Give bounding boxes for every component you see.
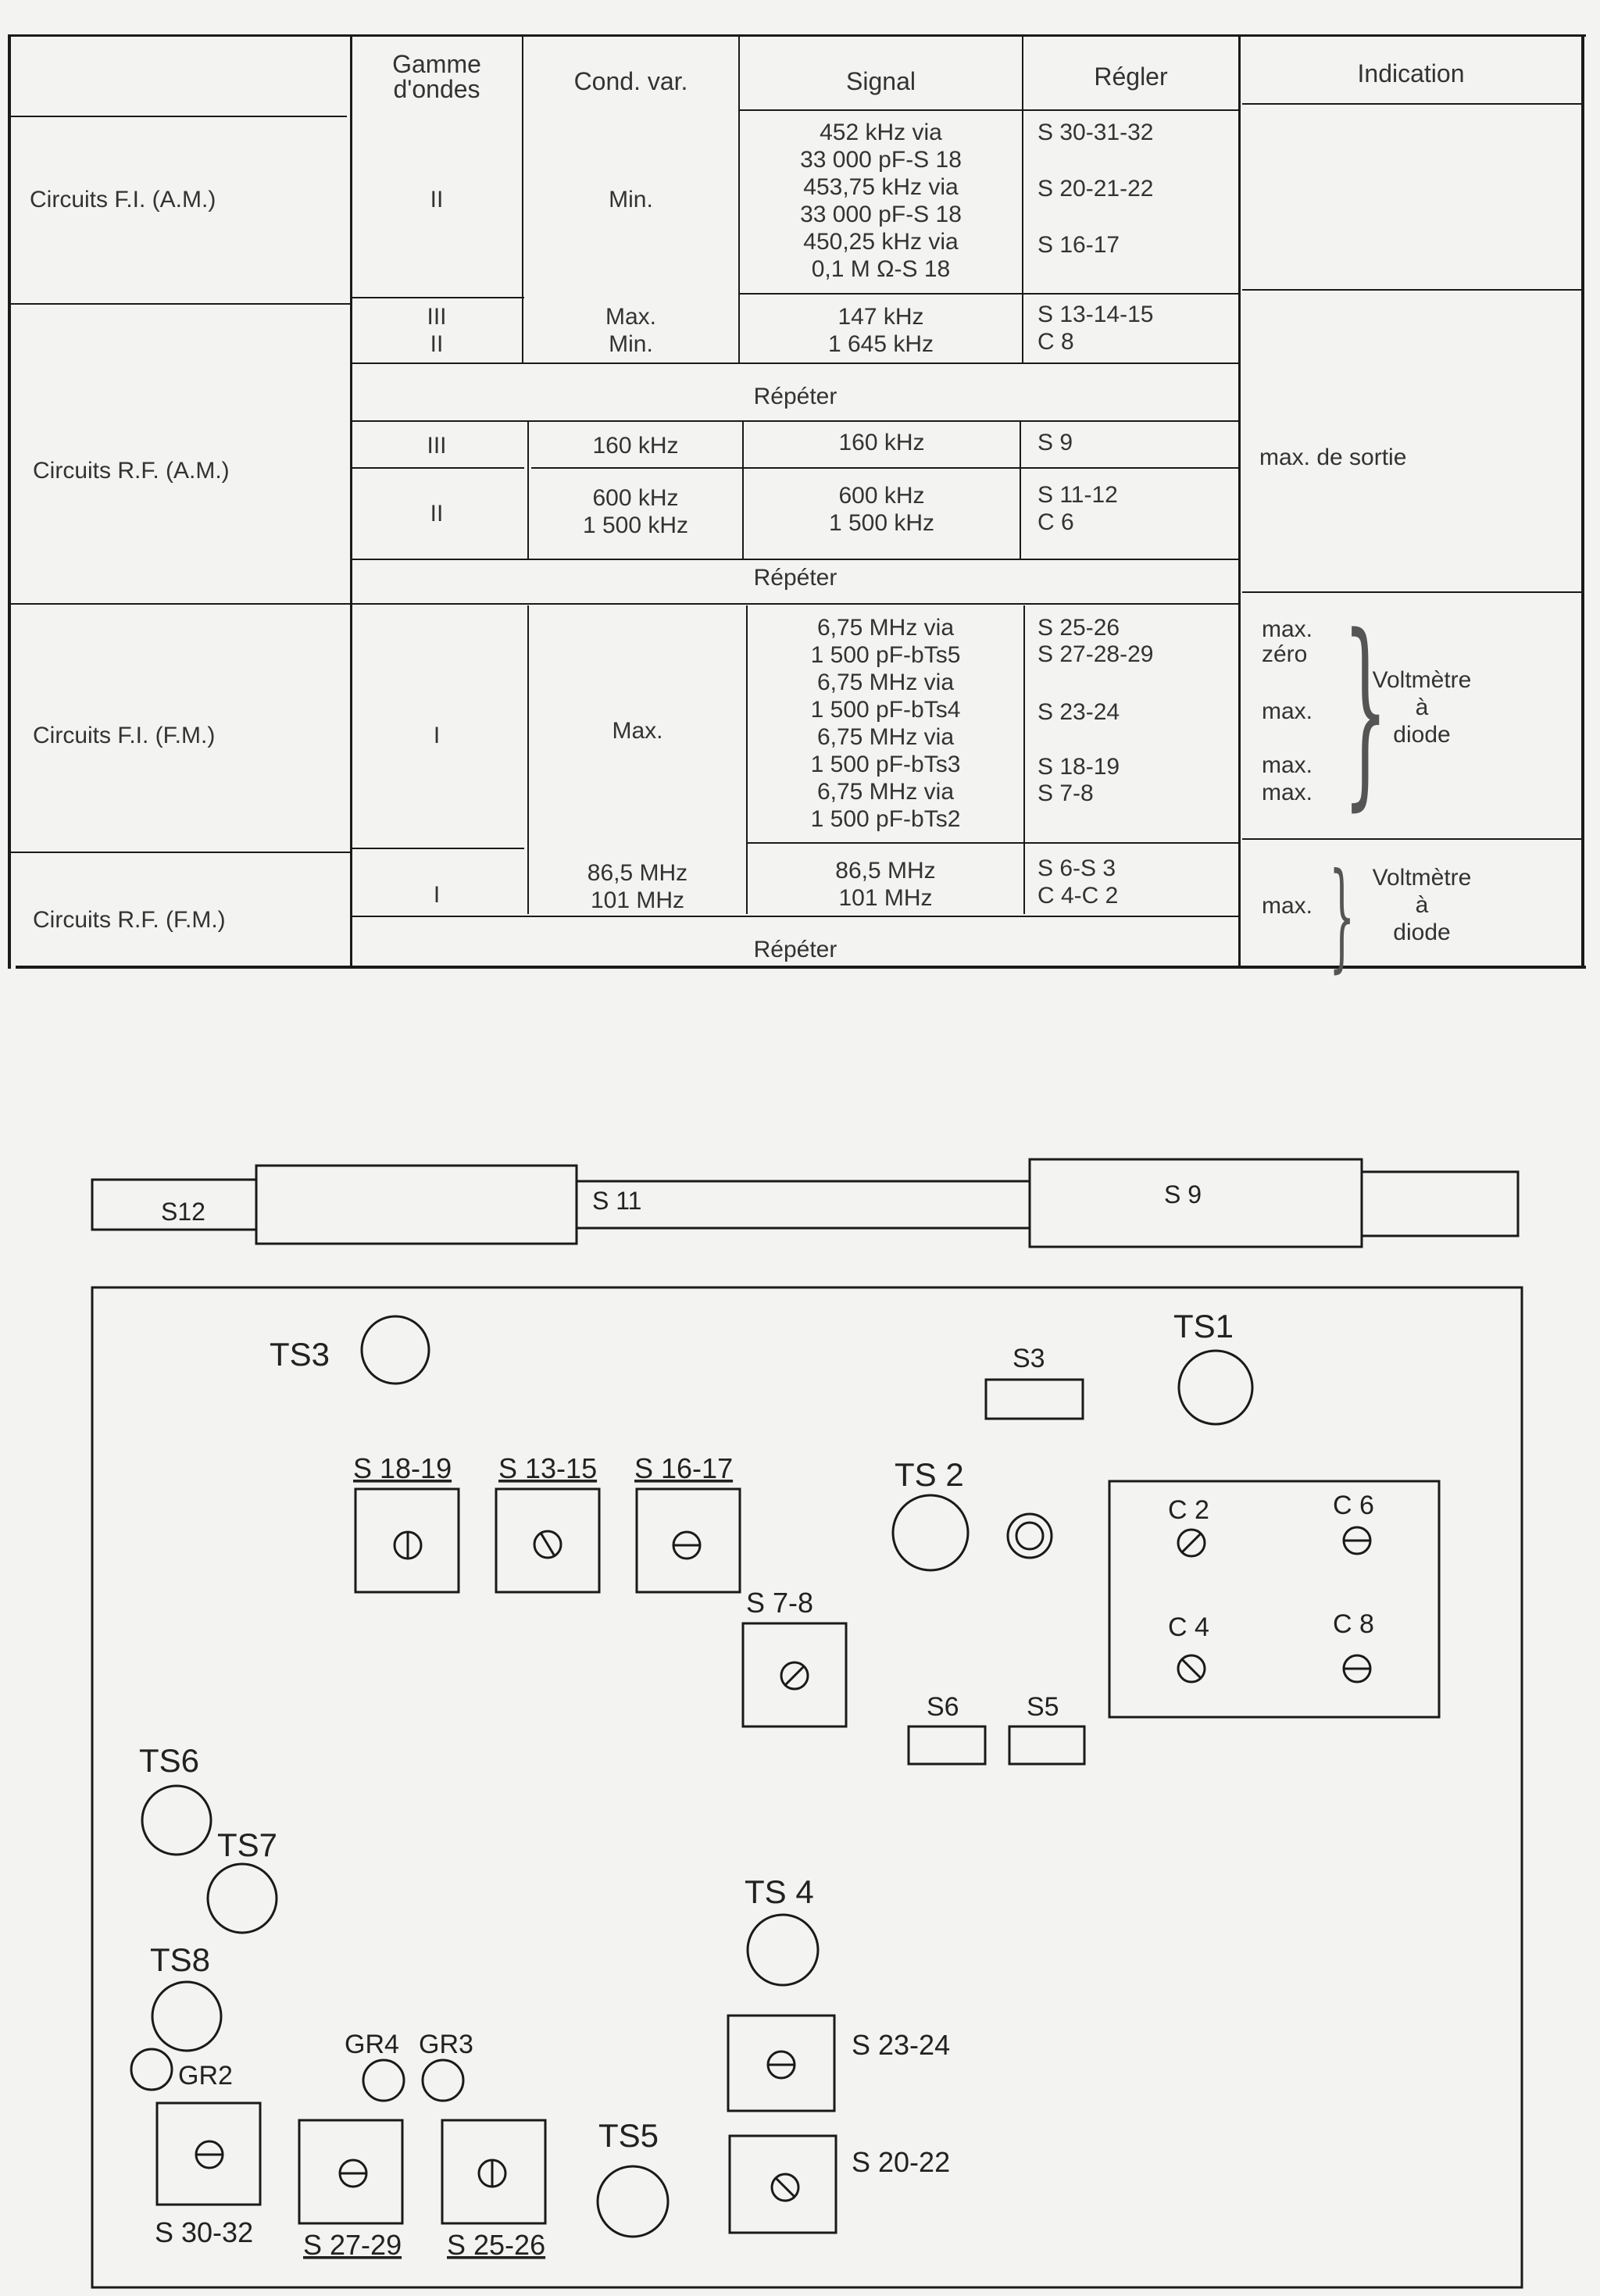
rf-am-row1-signal-1: 1 645 kHz bbox=[827, 331, 934, 357]
fi-am-signal-2: 453,75 kHz via bbox=[803, 174, 959, 200]
shaft-end bbox=[1362, 1172, 1518, 1236]
fi-fm-signal-7: 1 500 pF-bTs2 bbox=[810, 806, 961, 832]
transistor-ts8 bbox=[152, 1982, 221, 2051]
rf-am-row3-regler-0: S 11-12 bbox=[1038, 482, 1118, 508]
rf-am-row1-cond-0: Max. bbox=[605, 304, 656, 330]
transistors bbox=[139, 1308, 1252, 2237]
coil-can-s16-17 bbox=[637, 1489, 740, 1592]
label-ts5: TS5 bbox=[598, 2117, 659, 2154]
coax-socket-inner bbox=[1016, 1523, 1043, 1549]
label-c2: C 2 bbox=[1168, 1495, 1209, 1525]
rf-am-row3-cond-1: 1 500 kHz bbox=[582, 512, 689, 538]
section-fi-fm: Circuits F.I. (F.M.) bbox=[33, 723, 216, 748]
rf-am-row1-signal-0: 147 kHz bbox=[838, 304, 924, 330]
fi-fm-ind-1: zéro bbox=[1262, 641, 1308, 667]
label-s3: S3 bbox=[1012, 1344, 1045, 1373]
s7-8-slot bbox=[785, 1666, 804, 1685]
rf-fm-regler-1: C 4-C 2 bbox=[1038, 883, 1119, 909]
label-ts3: TS3 bbox=[270, 1336, 330, 1373]
trimmer-block bbox=[1109, 1481, 1439, 1717]
fi-fm-ind-4: max. bbox=[1262, 780, 1313, 805]
header-regler: Régler bbox=[1094, 62, 1168, 91]
label-c4: C 4 bbox=[1168, 1612, 1209, 1642]
label-s23-24: S 23-24 bbox=[852, 2029, 951, 2061]
diodes bbox=[131, 2030, 473, 2101]
rf-am-row2-regler: S 9 bbox=[1038, 430, 1073, 455]
header-cond: Cond. var. bbox=[573, 67, 688, 95]
fi-fm-signal-1: 1 500 pF-bTs5 bbox=[810, 642, 961, 668]
label-ts6: TS6 bbox=[139, 1742, 200, 1779]
rf-am-row3-signal-1: 1 500 kHz bbox=[828, 510, 935, 536]
rf-am-indication: max. de sortie bbox=[1259, 445, 1407, 470]
small-coils bbox=[909, 1344, 1084, 1764]
label-ts1: TS1 bbox=[1173, 1308, 1234, 1344]
fi-am-signal-3: 33 000 pF-S 18 bbox=[800, 202, 962, 227]
label-s18-19: S 18-19 bbox=[353, 1452, 452, 1484]
rf-fm-signal-1: 101 MHz bbox=[838, 885, 933, 911]
fi-fm-brace-icon: } bbox=[1342, 593, 1388, 829]
fi-am-signal-4: 450,25 kHz via bbox=[803, 229, 959, 255]
header-gamme-line2: d'ondes bbox=[393, 75, 480, 103]
label-s25-26: S 25-26 bbox=[447, 2229, 546, 2261]
transistor-ts2 bbox=[893, 1495, 968, 1570]
fi-fm-signal-5: 1 500 pF-bTs3 bbox=[810, 752, 961, 777]
rf-am-row1-cond-1: Min. bbox=[609, 331, 653, 357]
fi-am-signal-0: 452 kHz via bbox=[820, 120, 942, 145]
c2-slot bbox=[1182, 1534, 1201, 1552]
fi-am-signal-5: 0,1 M Ω-S 18 bbox=[811, 256, 951, 282]
transistor-ts6 bbox=[142, 1786, 211, 1855]
fi-fm-ind-3: max. bbox=[1262, 752, 1313, 778]
fi-fm-ind-2: max. bbox=[1262, 698, 1313, 724]
label-s7-8: S 7-8 bbox=[746, 1587, 814, 1619]
rf-fm-gamme: I bbox=[433, 882, 441, 908]
fi-fm-regler-0: S 25-26 bbox=[1038, 615, 1120, 641]
fi-fm-cond: Max. bbox=[612, 718, 663, 744]
rf-am-row1-regler-1: C 8 bbox=[1038, 329, 1074, 355]
rf-am-row3-signal-0: 600 kHz bbox=[838, 483, 925, 509]
header-indication: Indication bbox=[1357, 59, 1465, 87]
rf-fm-repeat: Répéter bbox=[753, 937, 838, 962]
trimmer-box bbox=[1109, 1481, 1439, 1717]
fi-fm-regler-3: S 18-19 bbox=[1038, 754, 1120, 780]
label-ts7: TS7 bbox=[217, 1826, 278, 1863]
label-s30-32: S 30-32 bbox=[155, 2216, 254, 2248]
fi-fm-ind-label-2: diode bbox=[1393, 722, 1451, 748]
coil-can-s27-29 bbox=[299, 2120, 402, 2223]
rf-fm-ind-label-2: diode bbox=[1393, 919, 1451, 945]
rf-fm-brace-icon: } bbox=[1329, 848, 1355, 984]
fi-fm-regler-2: S 23-24 bbox=[1038, 699, 1120, 725]
shaft-middle bbox=[577, 1181, 1030, 1228]
section-rf-fm: Circuits R.F. (F.M.) bbox=[33, 907, 226, 933]
label-gr4: GR4 bbox=[345, 2030, 399, 2059]
transistor-ts4 bbox=[748, 1915, 818, 1985]
header-gamme-line1: Gamme bbox=[392, 50, 481, 78]
rf-am-row2-cond: 160 kHz bbox=[592, 433, 679, 459]
rf-fm-ind-value: max. bbox=[1262, 893, 1313, 919]
fi-fm-ind-label-1: à bbox=[1415, 695, 1429, 720]
rf-fm-ind-label-1: à bbox=[1415, 892, 1429, 918]
fi-am-cond: Min. bbox=[609, 187, 653, 212]
label-c8: C 8 bbox=[1333, 1609, 1374, 1639]
transistor-ts7 bbox=[208, 1864, 277, 1933]
fi-fm-signal-0: 6,75 MHz via bbox=[816, 615, 955, 641]
diode-gr3 bbox=[423, 2060, 463, 2101]
label-gr2: GR2 bbox=[178, 2061, 233, 2091]
header-signal: Signal bbox=[846, 67, 916, 95]
rf-am-repeat-1: Répéter bbox=[753, 384, 838, 409]
fi-fm-ind-0: max. bbox=[1262, 616, 1313, 642]
fi-am-signal-1: 33 000 pF-S 18 bbox=[800, 147, 962, 173]
label-s11: S 11 bbox=[592, 1187, 642, 1215]
diode-gr2 bbox=[131, 2049, 172, 2090]
section-rf-am: Circuits R.F. (A.M.) bbox=[33, 458, 230, 484]
rf-am-row1-regler-0: S 13-14-15 bbox=[1038, 302, 1154, 327]
rf-am-repeat-2: Répéter bbox=[753, 565, 838, 591]
label-s13-15: S 13-15 bbox=[498, 1452, 598, 1484]
coil-s6 bbox=[909, 1726, 985, 1764]
coax-socket-outer bbox=[1008, 1514, 1052, 1558]
label-s27-29: S 27-29 bbox=[303, 2229, 402, 2261]
fi-fm-ind-label-0: Voltmètre bbox=[1372, 667, 1472, 693]
label-gr3: GR3 bbox=[419, 2030, 473, 2059]
fi-am-regler-1: S 20-21-22 bbox=[1038, 176, 1154, 202]
rf-fm-cond-0: 86,5 MHz bbox=[587, 860, 688, 886]
label-s12: S12 bbox=[161, 1198, 205, 1226]
rf-fm-signal-0: 86,5 MHz bbox=[835, 858, 936, 884]
fi-fm-signal-6: 6,75 MHz via bbox=[816, 779, 955, 805]
transistor-ts5 bbox=[598, 2166, 668, 2237]
label-ts2: TS 2 bbox=[895, 1456, 964, 1493]
fi-fm-gamme: I bbox=[433, 723, 441, 748]
rf-am-row1-gamme-1: II bbox=[430, 331, 444, 357]
s13-15-slot bbox=[541, 1533, 555, 1556]
rf-am-row2-signal: 160 kHz bbox=[838, 430, 925, 455]
label-s5: S5 bbox=[1027, 1692, 1059, 1722]
rf-am-row3-regler-1: C 6 bbox=[1038, 509, 1074, 535]
fi-fm-regler-4: S 7-8 bbox=[1038, 780, 1094, 806]
fi-fm-signal-4: 6,75 MHz via bbox=[816, 724, 955, 750]
fi-fm-signal-2: 6,75 MHz via bbox=[816, 670, 955, 695]
label-ts8: TS8 bbox=[150, 1941, 211, 1978]
fi-fm-regler-1: S 27-28-29 bbox=[1038, 641, 1154, 667]
rf-fm-ind-label-0: Voltmètre bbox=[1372, 865, 1472, 891]
coil-can-s13-15 bbox=[496, 1489, 599, 1592]
fi-am-gamme: II bbox=[430, 187, 444, 212]
transistor-ts1 bbox=[1179, 1351, 1252, 1424]
label-s6: S6 bbox=[927, 1692, 959, 1722]
rf-am-row2-gamme: III bbox=[427, 433, 447, 459]
section-fi-am: Circuits F.I. (A.M.) bbox=[30, 187, 216, 212]
chassis-board bbox=[92, 1287, 1522, 2287]
coil-s3 bbox=[986, 1380, 1083, 1419]
tuning-shaft bbox=[92, 1159, 1518, 1247]
fi-am-regler-0: S 30-31-32 bbox=[1038, 120, 1154, 145]
coil-s5 bbox=[1009, 1726, 1084, 1764]
shaft-s11-body bbox=[256, 1166, 577, 1244]
coil-can-s23-24 bbox=[728, 2016, 834, 2111]
rf-am-row1-gamme-0: III bbox=[427, 304, 447, 330]
rf-am-row3-cond-0: 600 kHz bbox=[592, 485, 679, 511]
label-ts4: TS 4 bbox=[745, 1873, 814, 1910]
fi-fm-signal-3: 1 500 pF-bTs4 bbox=[810, 697, 961, 723]
s20-22-slot bbox=[776, 2178, 795, 2197]
fi-am-regler-2: S 16-17 bbox=[1038, 232, 1120, 258]
label-s16-17: S 16-17 bbox=[634, 1452, 734, 1484]
rf-fm-regler-0: S 6-S 3 bbox=[1038, 855, 1116, 881]
label-s9: S 9 bbox=[1164, 1180, 1202, 1209]
coil-can-s25-26 bbox=[442, 2120, 545, 2223]
c4-slot bbox=[1182, 1659, 1201, 1678]
label-c6: C 6 bbox=[1333, 1491, 1374, 1520]
label-s20-22: S 20-22 bbox=[852, 2146, 951, 2178]
diode-gr4 bbox=[363, 2060, 404, 2101]
rf-fm-cond-1: 101 MHz bbox=[590, 887, 685, 913]
transistor-ts3 bbox=[362, 1316, 429, 1384]
rf-am-row3-gamme: II bbox=[430, 501, 444, 527]
